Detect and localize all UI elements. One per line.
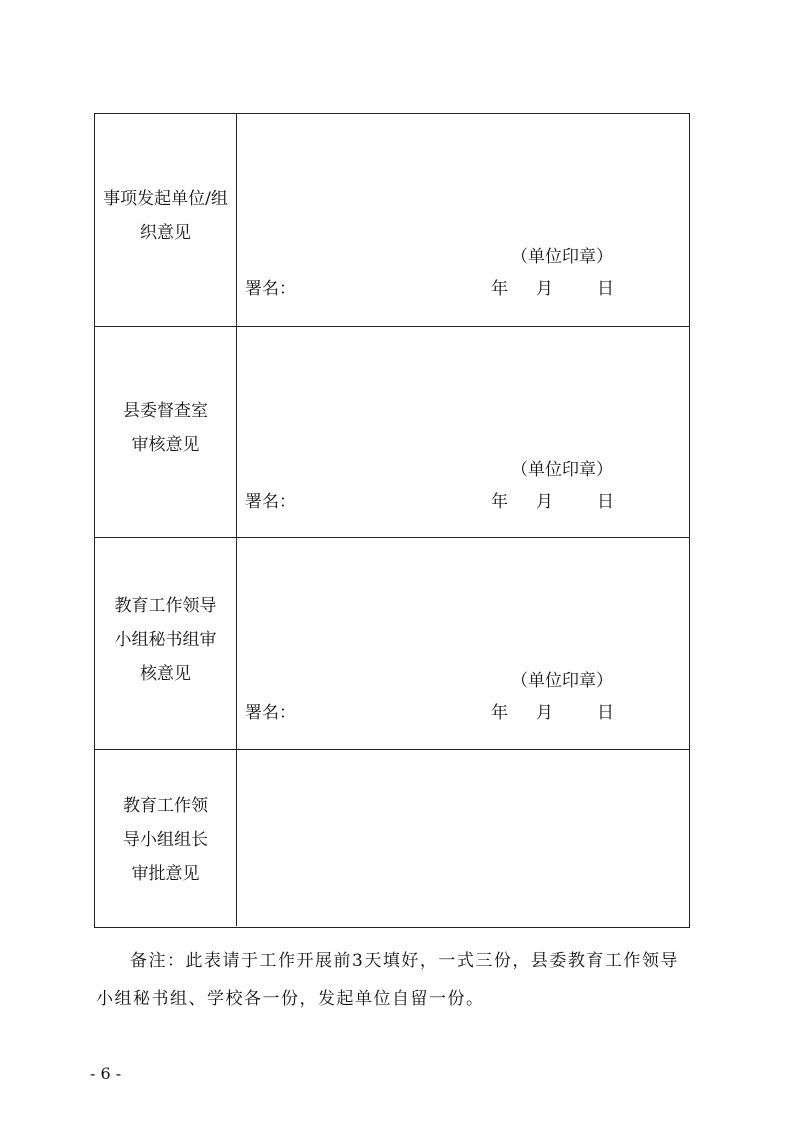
year-label: 年 [491, 492, 508, 512]
date-line [491, 698, 614, 723]
remark-note: 备注：此表请于工作开展前3天填好，一式三份，县委教育工作领导小组秘书组、学校各一份，发起单位自留一份。 [96, 951, 679, 1009]
row-label-cell [95, 750, 237, 926]
row-label: 事项发起单位/组织意见 [103, 189, 228, 243]
opinion-cell[interactable] [237, 750, 689, 926]
opinion-cell[interactable] [237, 538, 689, 749]
date-line [491, 274, 614, 299]
year-label: 年 [491, 279, 508, 299]
day-label: 日 [597, 279, 614, 299]
row-label-cell [95, 327, 237, 537]
form-row-supervision [95, 326, 689, 537]
opinion-cell[interactable] [237, 114, 689, 326]
row-label-cell [95, 538, 237, 749]
date-line [491, 487, 614, 512]
form-row-initiator [95, 114, 689, 326]
row-label: 教育工作领导小组秘书组审核意见 [114, 595, 217, 684]
unit-seal-text: （单位印章） [511, 671, 613, 691]
month-label: 月 [536, 492, 553, 512]
approval-form-table [94, 113, 690, 928]
row-label: 县委督查室审核意见 [123, 401, 208, 455]
year-label: 年 [491, 703, 508, 723]
signature-label: 署名： [245, 492, 296, 512]
row-label-cell [95, 114, 237, 326]
day-label: 日 [597, 703, 614, 723]
opinion-cell[interactable] [237, 327, 689, 537]
month-label: 月 [536, 703, 553, 723]
day-label: 日 [597, 492, 614, 512]
unit-seal-text: （单位印章） [511, 247, 613, 267]
signature-label: 署名： [245, 703, 296, 723]
form-row-secretariat [95, 537, 689, 749]
month-label: 月 [536, 279, 553, 299]
signature-label: 署名： [245, 279, 296, 299]
page-number: - 6 - [90, 1064, 122, 1083]
form-row-leader [95, 749, 689, 926]
row-label: 教育工作领导小组组长审批意见 [123, 796, 208, 884]
unit-seal-text: （单位印章） [511, 460, 613, 480]
